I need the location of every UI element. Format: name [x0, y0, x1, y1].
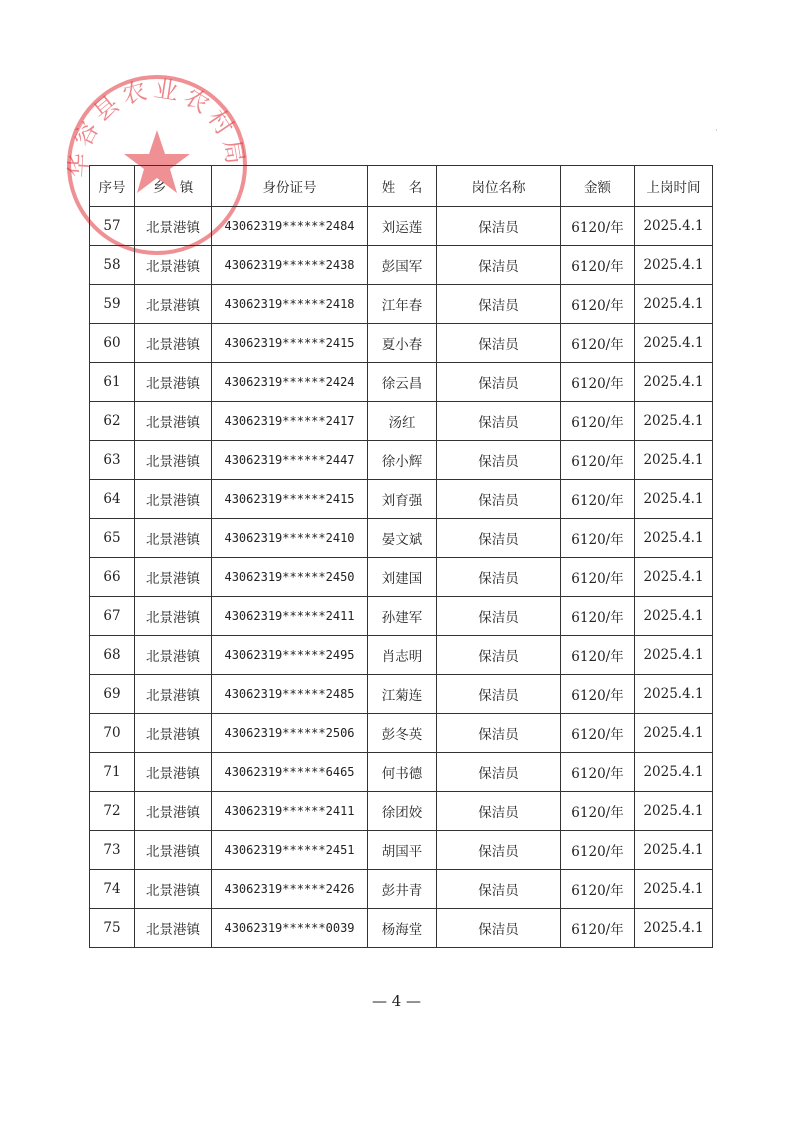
cell-id-number: 43062319******2495 [212, 636, 368, 675]
cell-index: 62 [90, 402, 135, 441]
cell-name: 刘建国 [368, 558, 437, 597]
cell-name: 徐团姣 [368, 792, 437, 831]
cell-amount: 6120/年 [561, 480, 635, 519]
table-row [90, 792, 713, 831]
table-header-row [90, 166, 713, 207]
cell-name: 肖志明 [368, 636, 437, 675]
cell-town: 北景港镇 [135, 714, 212, 753]
cell-index: 68 [90, 636, 135, 675]
table-row [90, 909, 713, 948]
cell-id-number: 43062319******2485 [212, 675, 368, 714]
cell-index: 72 [90, 792, 135, 831]
header-index: 序号 [90, 166, 135, 207]
cell-amount: 6120/年 [561, 363, 635, 402]
cell-id-number: 43062319******2410 [212, 519, 368, 558]
cell-town: 北景港镇 [135, 831, 212, 870]
cell-town: 北景港镇 [135, 441, 212, 480]
cell-position: 保洁员 [437, 207, 561, 246]
cell-amount: 6120/年 [561, 714, 635, 753]
cell-start-date: 2025.4.1 [635, 714, 713, 753]
cell-position: 保洁员 [437, 714, 561, 753]
table-row [90, 441, 713, 480]
cell-id-number: 43062319******2506 [212, 714, 368, 753]
cell-town: 北景港镇 [135, 597, 212, 636]
cell-position: 保洁员 [437, 753, 561, 792]
header-amount: 金额 [561, 166, 635, 207]
cell-id-number: 43062319******6465 [212, 753, 368, 792]
cell-town: 北景港镇 [135, 870, 212, 909]
cell-position: 保洁员 [437, 324, 561, 363]
cell-name: 徐云昌 [368, 363, 437, 402]
cell-amount: 6120/年 [561, 207, 635, 246]
cell-start-date: 2025.4.1 [635, 909, 713, 948]
cell-start-date: 2025.4.1 [635, 636, 713, 675]
cell-amount: 6120/年 [561, 402, 635, 441]
cell-start-date: 2025.4.1 [635, 870, 713, 909]
roster-table [89, 165, 713, 948]
cell-position: 保洁员 [437, 558, 561, 597]
cell-id-number: 43062319******2424 [212, 363, 368, 402]
cell-index: 57 [90, 207, 135, 246]
scan-mark: · [715, 126, 718, 136]
cell-position: 保洁员 [437, 402, 561, 441]
table-row [90, 636, 713, 675]
table-row [90, 714, 713, 753]
cell-index: 58 [90, 246, 135, 285]
cell-town: 北景港镇 [135, 753, 212, 792]
cell-name: 刘运莲 [368, 207, 437, 246]
cell-start-date: 2025.4.1 [635, 753, 713, 792]
cell-index: 67 [90, 597, 135, 636]
cell-name: 彭井青 [368, 870, 437, 909]
cell-id-number: 43062319******2415 [212, 480, 368, 519]
header-id-number: 身份证号 [212, 166, 368, 207]
cell-town: 北景港镇 [135, 558, 212, 597]
cell-town: 北景港镇 [135, 909, 212, 948]
svg-text:华容县农业农村局: 华容县农业农村局 [64, 74, 251, 179]
cell-start-date: 2025.4.1 [635, 402, 713, 441]
cell-name: 何书德 [368, 753, 437, 792]
table-row [90, 363, 713, 402]
table-row [90, 558, 713, 597]
cell-id-number: 43062319******2411 [212, 597, 368, 636]
cell-position: 保洁员 [437, 285, 561, 324]
cell-position: 保洁员 [437, 831, 561, 870]
cell-name: 胡国平 [368, 831, 437, 870]
cell-amount: 6120/年 [561, 519, 635, 558]
cell-town: 北景港镇 [135, 402, 212, 441]
cell-start-date: 2025.4.1 [635, 324, 713, 363]
cell-id-number: 43062319******2484 [212, 207, 368, 246]
cell-index: 75 [90, 909, 135, 948]
table-row [90, 246, 713, 285]
table-row [90, 324, 713, 363]
cell-id-number: 43062319******2426 [212, 870, 368, 909]
cell-town: 北景港镇 [135, 636, 212, 675]
cell-town: 北景港镇 [135, 246, 212, 285]
cell-name: 刘育强 [368, 480, 437, 519]
table-row [90, 597, 713, 636]
cell-town: 北景港镇 [135, 519, 212, 558]
cell-amount: 6120/年 [561, 753, 635, 792]
cell-position: 保洁员 [437, 480, 561, 519]
cell-start-date: 2025.4.1 [635, 519, 713, 558]
cell-name: 孙建军 [368, 597, 437, 636]
cell-town: 北景港镇 [135, 480, 212, 519]
cell-id-number: 43062319******2450 [212, 558, 368, 597]
cell-index: 71 [90, 753, 135, 792]
cell-amount: 6120/年 [561, 870, 635, 909]
cell-position: 保洁员 [437, 246, 561, 285]
cell-amount: 6120/年 [561, 792, 635, 831]
cell-town: 北景港镇 [135, 207, 212, 246]
cell-position: 保洁员 [437, 441, 561, 480]
cell-start-date: 2025.4.1 [635, 792, 713, 831]
cell-name: 杨海堂 [368, 909, 437, 948]
cell-start-date: 2025.4.1 [635, 480, 713, 519]
cell-index: 59 [90, 285, 135, 324]
cell-position: 保洁员 [437, 909, 561, 948]
cell-index: 73 [90, 831, 135, 870]
cell-start-date: 2025.4.1 [635, 675, 713, 714]
cell-name: 彭国军 [368, 246, 437, 285]
cell-id-number: 43062319******2418 [212, 285, 368, 324]
cell-town: 北景港镇 [135, 285, 212, 324]
cell-name: 江年春 [368, 285, 437, 324]
table-row [90, 753, 713, 792]
cell-start-date: 2025.4.1 [635, 246, 713, 285]
cell-index: 64 [90, 480, 135, 519]
cell-index: 63 [90, 441, 135, 480]
cell-name: 晏文斌 [368, 519, 437, 558]
cell-position: 保洁员 [437, 597, 561, 636]
cell-position: 保洁员 [437, 363, 561, 402]
cell-id-number: 43062319******2447 [212, 441, 368, 480]
cell-town: 北景港镇 [135, 792, 212, 831]
cell-position: 保洁员 [437, 870, 561, 909]
header-start-date: 上岗时间 [635, 166, 713, 207]
header-name: 姓 名 [368, 166, 437, 207]
cell-name: 彭冬英 [368, 714, 437, 753]
cell-amount: 6120/年 [561, 246, 635, 285]
cell-index: 60 [90, 324, 135, 363]
cell-town: 北景港镇 [135, 675, 212, 714]
cell-name: 夏小春 [368, 324, 437, 363]
cell-name: 汤红 [368, 402, 437, 441]
header-position: 岗位名称 [437, 166, 561, 207]
cell-position: 保洁员 [437, 636, 561, 675]
cell-start-date: 2025.4.1 [635, 558, 713, 597]
header-town: 乡 镇 [135, 166, 212, 207]
cell-id-number: 43062319******2417 [212, 402, 368, 441]
table-row [90, 831, 713, 870]
cell-town: 北景港镇 [135, 363, 212, 402]
cell-id-number: 43062319******2415 [212, 324, 368, 363]
cell-index: 70 [90, 714, 135, 753]
cell-id-number: 43062319******2411 [212, 792, 368, 831]
cell-position: 保洁员 [437, 675, 561, 714]
cell-index: 66 [90, 558, 135, 597]
cell-start-date: 2025.4.1 [635, 207, 713, 246]
cell-start-date: 2025.4.1 [635, 441, 713, 480]
cell-id-number: 43062319******2451 [212, 831, 368, 870]
cell-name: 徐小辉 [368, 441, 437, 480]
cell-amount: 6120/年 [561, 675, 635, 714]
cell-amount: 6120/年 [561, 831, 635, 870]
cell-start-date: 2025.4.1 [635, 363, 713, 402]
cell-amount: 6120/年 [561, 597, 635, 636]
cell-amount: 6120/年 [561, 909, 635, 948]
table-row [90, 870, 713, 909]
cell-index: 69 [90, 675, 135, 714]
cell-index: 65 [90, 519, 135, 558]
cell-amount: 6120/年 [561, 285, 635, 324]
cell-start-date: 2025.4.1 [635, 597, 713, 636]
cell-amount: 6120/年 [561, 558, 635, 597]
table-row [90, 285, 713, 324]
cell-id-number: 43062319******2438 [212, 246, 368, 285]
table-row [90, 480, 713, 519]
cell-start-date: 2025.4.1 [635, 831, 713, 870]
cell-name: 江菊连 [368, 675, 437, 714]
cell-start-date: 2025.4.1 [635, 285, 713, 324]
cell-index: 61 [90, 363, 135, 402]
cell-town: 北景港镇 [135, 324, 212, 363]
cell-position: 保洁员 [437, 792, 561, 831]
cell-position: 保洁员 [437, 519, 561, 558]
page-number: — 4 — [371, 992, 422, 1010]
cell-amount: 6120/年 [561, 324, 635, 363]
table-row [90, 519, 713, 558]
cell-index: 74 [90, 870, 135, 909]
cell-amount: 6120/年 [561, 441, 635, 480]
table-row [90, 402, 713, 441]
table-row [90, 207, 713, 246]
cell-amount: 6120/年 [561, 636, 635, 675]
table-row [90, 675, 713, 714]
cell-id-number: 43062319******0039 [212, 909, 368, 948]
